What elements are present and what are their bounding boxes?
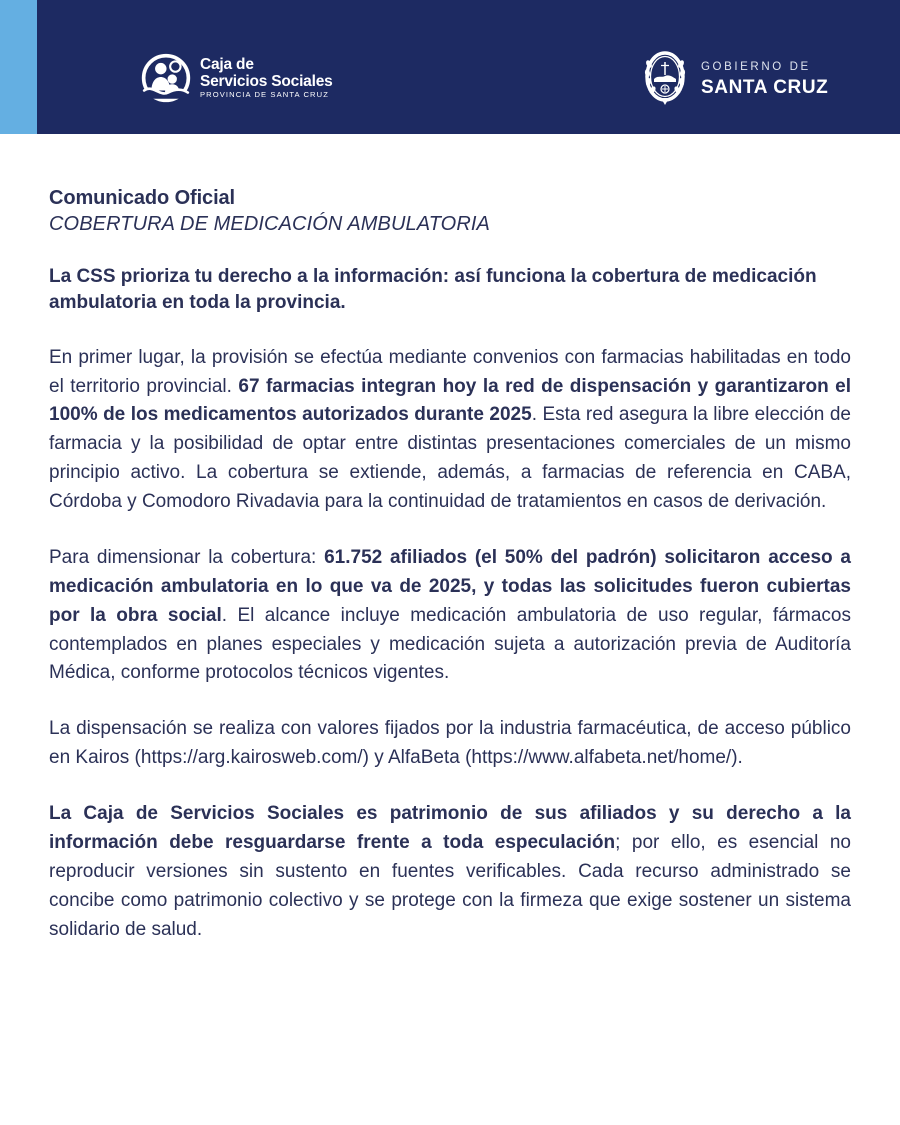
gov-logo-line-1: GOBIERNO DE (701, 61, 811, 74)
document-title-block (49, 186, 851, 237)
css-logo-line-1: Caja de (200, 56, 254, 74)
caja-servicios-sociales-wordmark (200, 57, 333, 99)
gobierno-santa-cruz-wordmark (701, 62, 828, 97)
page-title: Comunicado Oficial (49, 187, 236, 209)
gov-logo-line-2: SANTA CRUZ (701, 76, 829, 98)
paragraph-1: En primer lugar, la provisión se efectúa mediante convenios con farmacias habilitadas en todo el territorio provincial. 67 farmacias integran hoy la red de dispensación y garantizaron el 100% de los medicamentos autorizados durante 2025. Esta red asegura la libre elección de farmacia y la posibilidad de optar entre distintas presentaciones comerciales de un mismo principio activo. La cobertura se extiende, además, a farmacias de referencia en CABA, Córdoba y Comodoro Rivadavia para la continuidad de tratamientos en casos de derivación. (49, 346, 852, 512)
paragraph-3: La dispensación se realiza con valores fijados por la industria farmacéutica, de acceso público en Kairos (https://arg.kairosweb.com/) y AlfaBeta (https://www.alfabeta.net/home/). (49, 718, 851, 769)
page-subtitle: COBERTURA DE MEDICACIÓN AMBULATORIA (49, 212, 490, 235)
header-accent-bar (0, 0, 37, 134)
santa-cruz-coat-of-arms-icon (640, 49, 690, 107)
caja-servicios-sociales-logo (140, 52, 333, 104)
caja-servicios-sociales-emblem-icon (140, 52, 192, 104)
page-header (0, 0, 900, 134)
document-body (0, 186, 900, 944)
css-logo-line-2: Servicios Sociales (200, 72, 333, 90)
lead-paragraph: La CSS prioriza tu derecho a la información: así funciona la cobertura de medicación ambulatoria en toda la provincia. (49, 266, 817, 314)
css-logo-line-3: PROVINCIA DE SANTA CRUZ (200, 90, 329, 100)
gobierno-santa-cruz-logo (640, 52, 828, 107)
paragraph-4: La Caja de Servicios Sociales es patrimonio de sus afiliados y su derecho a la información debe resguardarse frente a toda especulación; por ello, es esencial no reproducir versiones sin sustento en fuentes verificables. Cada recurso administrado se concibe como patrimonio colectivo y se protege con la firmeza que exige sostener un sistema solidario de salud. (49, 803, 851, 940)
paragraph-2: Para dimensionar la cobertura: 61.752 afiliados (el 50% del padrón) solicitaron acceso a medicación ambulatoria en lo que va de 2025, y todas las solicitudes fueron cubiertas por la obra social. El alcance incluye medicación ambulatoria de uso regular, fármacos contemplados en planes especiales y medicación sujeta a autorización previa de Auditoría Médica, conforme protocolos técnicos vigentes. (49, 546, 851, 684)
